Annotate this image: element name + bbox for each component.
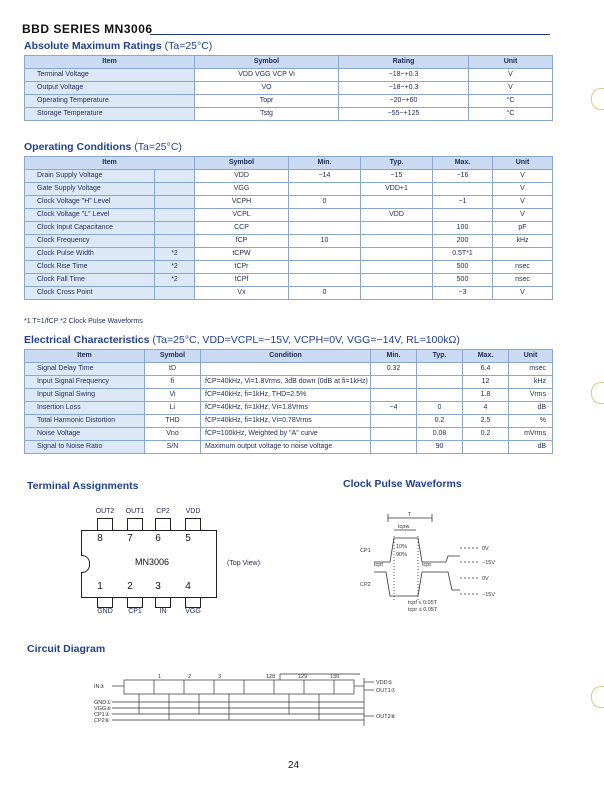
stage-label: 3 [218, 674, 222, 680]
min-cell [371, 441, 417, 454]
note-cell [155, 235, 195, 248]
item-cell: Drain Supply Voltage [25, 170, 155, 183]
pin-number: 4 [185, 581, 191, 592]
typ-cell [361, 248, 433, 261]
item-cell: Clock Input Capacitance [25, 222, 155, 235]
zero-volt-label: 0V [482, 576, 489, 582]
circuit-diagram [94, 670, 414, 736]
table-row [25, 389, 553, 402]
vdd-pin-label: VDD⑤ [376, 680, 393, 686]
out1-pin-label: OUT1⑦ [376, 688, 396, 694]
stage-label: 2 [188, 674, 192, 680]
table-row [25, 376, 553, 389]
item-cell: Gate Supply Voltage [25, 183, 155, 196]
electrical-condition: (Ta=25°C, VDD=VCPL=−15V, VCPH=0V, VGG=−14V, RL=100kΩ) [152, 334, 460, 346]
max-cell: 100 [433, 222, 493, 235]
table-header-row [25, 56, 553, 69]
binder-hole [591, 88, 604, 110]
header-cell: Min. [289, 157, 361, 170]
unit-cell: pF [493, 222, 553, 235]
header-cell: Max. [433, 157, 493, 170]
stage-label: 130 [330, 674, 340, 680]
table-row [25, 183, 553, 196]
header-cell: Typ. [361, 157, 433, 170]
pin-label-vdd: VDD [185, 508, 201, 515]
typ-cell: 0.2 [417, 415, 463, 428]
operating-table [24, 156, 553, 300]
header-cell: Symbol [195, 157, 289, 170]
tcpf-label: tcpf [374, 562, 383, 568]
condition-cell: fCP=40kHz, fi=1kHz, Vi=1.8Vrms [201, 402, 371, 415]
symbol-cell: Tstg [195, 108, 339, 121]
item-cell: Output Voltage [25, 82, 195, 95]
cp2-waveform [374, 572, 460, 596]
item-cell: Terminal Voltage [25, 69, 195, 82]
unit-cell: V [493, 209, 553, 222]
tcpr-note: tcpr ≤ 0.05T [408, 607, 438, 613]
cp1-label: CP1 [360, 548, 371, 554]
min-cell: 0.32 [371, 363, 417, 376]
header-cell: Min. [371, 350, 417, 363]
item-cell: Clock Cross Point [25, 287, 155, 300]
item-cell: Signal to Noise Ratio [25, 441, 145, 454]
min-cell [289, 274, 361, 287]
pin-number: 1 [97, 581, 103, 592]
max-cell: 4 [463, 402, 509, 415]
note-cell [155, 209, 195, 222]
pin-label-out2: OUT2 [95, 508, 115, 515]
min-cell [371, 415, 417, 428]
table-row [25, 235, 553, 248]
header-cell: Item [25, 350, 145, 363]
table-row [25, 69, 553, 82]
min-cell [371, 376, 417, 389]
min-cell [371, 428, 417, 441]
pin-label-out1: OUT1 [125, 508, 145, 515]
circuit-title: Circuit Diagram [27, 643, 106, 655]
unit-cell: dB [509, 441, 553, 454]
condition-cell: fCP=40kHz, fi=1kHz, Vi=0.78Vrms [201, 415, 371, 428]
pin-lead [185, 597, 201, 608]
rating-cell: −18~+0.3 [339, 82, 469, 95]
typ-cell: VDD+1 [361, 183, 433, 196]
unit-cell [493, 248, 553, 261]
max-cell [433, 209, 493, 222]
pin-number: 6 [155, 533, 161, 544]
symbol-cell: Vi [145, 389, 201, 402]
symbol-cell: Vno [145, 428, 201, 441]
table-header-row [25, 350, 553, 363]
symbol-cell: VO [195, 82, 339, 95]
absolute-max-table [24, 55, 553, 121]
unit-cell: Vrms [509, 389, 553, 402]
rating-cell: −20~+60 [339, 95, 469, 108]
symbol-cell: fi [145, 376, 201, 389]
note-cell: *2 [155, 274, 195, 287]
binder-hole [591, 686, 604, 708]
neg-volt-label: −15V [482, 592, 495, 598]
condition-cell: fCP=40kHz, Vi=1.8Vrms, 3dB down (0dB at fi=1kHz) [201, 376, 371, 389]
unit-cell: nsec [493, 261, 553, 274]
table-row [25, 274, 553, 287]
gnd-pin-label: GND① [94, 700, 112, 706]
typ-cell [361, 287, 433, 300]
operating-title-text: Operating Conditions [24, 141, 132, 153]
page-number: 24 [288, 760, 300, 771]
table-row [25, 402, 553, 415]
header-cell: Unit [509, 350, 553, 363]
cp2-pin-label: CP2⑥ [94, 718, 110, 724]
max-cell: 0.2 [463, 428, 509, 441]
min-cell [289, 248, 361, 261]
note-cell [155, 183, 195, 196]
unit-cell: °C [469, 108, 553, 121]
top-view-label: (Top View) [227, 560, 260, 567]
pin-label-vgg: VGG [185, 608, 201, 615]
typ-cell [417, 389, 463, 402]
cp1-pin-label: CP1② [94, 712, 110, 718]
pin-number: 8 [97, 533, 103, 544]
table-row [25, 363, 553, 376]
max-cell: 1.8 [463, 389, 509, 402]
min-cell [371, 389, 417, 402]
header-rule [150, 34, 550, 35]
pin-lead [155, 597, 171, 608]
max-cell: 2.5 [463, 415, 509, 428]
max-cell: 500 [433, 261, 493, 274]
waveform-diagram [360, 508, 530, 613]
header-cell: Item [25, 157, 195, 170]
typ-cell [361, 196, 433, 209]
absolute-max-condition: (Ta=25°C) [164, 40, 213, 52]
symbol-cell: Li [145, 402, 201, 415]
max-cell: −3 [433, 287, 493, 300]
chip-package [81, 530, 217, 598]
item-cell: Signal Delay Time [25, 363, 145, 376]
min-cell: 10 [289, 235, 361, 248]
operating-title [24, 141, 182, 153]
unit-cell: % [509, 415, 553, 428]
item-cell: Clock Rise Time [25, 261, 155, 274]
pin-number: 3 [155, 581, 161, 592]
cp1-waveform [374, 538, 460, 562]
absolute-max-title [24, 40, 212, 52]
operating-footnote: *1 T=1/fCP *2 Clock Pulse Waveforms [24, 318, 143, 325]
typ-cell: −15 [361, 170, 433, 183]
pin-label-gnd: GND [97, 608, 113, 615]
max-cell: 500 [433, 274, 493, 287]
max-cell [463, 441, 509, 454]
item-cell: Clock Voltage "L" Level [25, 209, 155, 222]
electrical-title [24, 334, 460, 346]
tcpw-label: tcpw [398, 524, 410, 530]
item-cell: Noise Voltage [25, 428, 145, 441]
header-cell: Rating [339, 56, 469, 69]
condition-cell: fCP=40kHz, fi=1kHz, THD=2.5% [201, 389, 371, 402]
item-cell: Clock Fall Time [25, 274, 155, 287]
min-cell: 0 [289, 287, 361, 300]
header-cell: Symbol [145, 350, 201, 363]
symbol-cell: tCPr [195, 261, 289, 274]
max-cell: −1 [433, 196, 493, 209]
table-row [25, 261, 553, 274]
min-cell [289, 209, 361, 222]
condition-cell: Maximum output voltage to noise voltage [201, 441, 371, 454]
typ-cell [361, 222, 433, 235]
symbol-cell: THD [145, 415, 201, 428]
absolute-max-title-text: Absolute Maximum Ratings [24, 40, 162, 52]
table-row [25, 170, 553, 183]
max-cell: 12 [463, 376, 509, 389]
symbol-cell: tCPf [195, 274, 289, 287]
electrical-title-text: Electrical Characteristics [24, 334, 150, 346]
item-cell: Clock Pulse Width [25, 248, 155, 261]
neg-volt-label: −15V [482, 560, 495, 566]
stage-label: 129 [298, 674, 308, 680]
tcpf-note: tcpf ≤ 0.05T [408, 600, 438, 606]
typ-cell [361, 261, 433, 274]
unit-cell: mVrms [509, 428, 553, 441]
zero-volt-label: 0V [482, 546, 489, 552]
symbol-cell: VGG [195, 183, 289, 196]
electrical-table [24, 349, 553, 454]
header-cell: Unit [469, 56, 553, 69]
table-row [25, 287, 553, 300]
header-cell: Unit [493, 157, 553, 170]
symbol-cell: Topr [195, 95, 339, 108]
vgg-pin-label: VGG④ [94, 706, 112, 712]
rating-cell: −55~+125 [339, 108, 469, 121]
table-row [25, 441, 553, 454]
pin-lead [127, 597, 143, 608]
unit-cell: °C [469, 95, 553, 108]
unit-cell: kHz [493, 235, 553, 248]
typ-cell: 90 [417, 441, 463, 454]
unit-cell: V [493, 183, 553, 196]
symbol-cell: VDD VGG VCP Vi [195, 69, 339, 82]
symbol-cell: VCPL [195, 209, 289, 222]
binder-hole [591, 382, 604, 404]
table-row [25, 428, 553, 441]
max-cell: 0.5T*1 [433, 248, 493, 261]
stage-label: 1 [158, 674, 162, 680]
unit-cell: V [469, 82, 553, 95]
in-pin-label: IN③ [94, 684, 105, 690]
tcpr-label: tcpr [422, 562, 432, 568]
symbol-cell: tCPW [195, 248, 289, 261]
table-row [25, 415, 553, 428]
min-cell [289, 183, 361, 196]
pin-lead [97, 597, 113, 608]
item-cell: Clock Voltage "H" Level [25, 196, 155, 209]
min-cell [289, 222, 361, 235]
pin-number: 5 [185, 533, 191, 544]
waveforms-title: Clock Pulse Waveforms [343, 478, 462, 490]
operating-condition: (Ta=25°C) [134, 141, 182, 153]
rating-cell: −18~+0.3 [339, 69, 469, 82]
bbd-stage-chain [124, 680, 354, 694]
typ-cell [417, 376, 463, 389]
item-cell: Total Harmonic Distortion [25, 415, 145, 428]
note-cell [155, 170, 195, 183]
symbol-cell: fCP [195, 235, 289, 248]
min-cell: 0 [289, 196, 361, 209]
symbol-cell: CCP [195, 222, 289, 235]
condition-cell [201, 363, 371, 376]
out2-pin-label: OUT2⑧ [376, 714, 396, 720]
typ-cell: 0.08 [417, 428, 463, 441]
table-row [25, 108, 553, 121]
table-row [25, 196, 553, 209]
typ-cell: VDD [361, 209, 433, 222]
max-cell: −16 [433, 170, 493, 183]
typ-cell [361, 235, 433, 248]
unit-cell: V [493, 196, 553, 209]
note-cell [155, 222, 195, 235]
item-cell: Storage Temperature [25, 108, 195, 121]
unit-cell: msec [509, 363, 553, 376]
item-cell: Input Signal Frequency [25, 376, 145, 389]
table-row [25, 222, 553, 235]
terminal-title: Terminal Assignments [27, 480, 139, 492]
typ-cell [361, 274, 433, 287]
note-cell [155, 196, 195, 209]
series-title: BBD SERIES MN3006 [22, 22, 153, 36]
stage-label: 128 [266, 674, 276, 680]
symbol-cell: VCPH [195, 196, 289, 209]
symbol-cell: VDD [195, 170, 289, 183]
pin-label-in: IN [159, 608, 167, 615]
cp2-label: CP2 [360, 582, 371, 588]
note-cell: *2 [155, 248, 195, 261]
terminal-diagram [75, 508, 300, 618]
symbol-cell: S/N [145, 441, 201, 454]
table-row [25, 82, 553, 95]
header-cell: Typ. [417, 350, 463, 363]
item-cell: Operating Temperature [25, 95, 195, 108]
pin-number: 2 [127, 581, 133, 592]
min-cell: −4 [371, 402, 417, 415]
unit-cell: kHz [509, 376, 553, 389]
pin-label-cp1: CP1 [128, 608, 142, 615]
pin-number: 7 [127, 533, 133, 544]
package-notch [81, 555, 90, 573]
item-cell: Clock Frequency [25, 235, 155, 248]
unit-cell: V [493, 170, 553, 183]
percent-90-label: 90% [396, 552, 408, 558]
header-cell: Item [25, 56, 195, 69]
pin-label-cp2: CP2 [156, 508, 170, 515]
header-cell: Condition [201, 350, 371, 363]
header-cell: Symbol [195, 56, 339, 69]
note-cell [155, 287, 195, 300]
unit-cell: dB [509, 402, 553, 415]
max-cell [433, 183, 493, 196]
table-header-row [25, 157, 553, 170]
table-row [25, 248, 553, 261]
max-cell: 6.4 [463, 363, 509, 376]
note-cell: *2 [155, 261, 195, 274]
symbol-cell: tD [145, 363, 201, 376]
table-row [25, 209, 553, 222]
typ-cell: 0 [417, 402, 463, 415]
unit-cell: nsec [493, 274, 553, 287]
item-cell: Input Signal Swing [25, 389, 145, 402]
item-cell: Insertion Loss [25, 402, 145, 415]
typ-cell [417, 363, 463, 376]
symbol-cell: Vx [195, 287, 289, 300]
unit-cell: V [469, 69, 553, 82]
header-cell: Max. [463, 350, 509, 363]
condition-cell: fCP=100kHz, Weighted by "A" curve [201, 428, 371, 441]
percent-10-label: 10% [396, 544, 408, 550]
period-label: T [408, 512, 412, 518]
max-cell: 200 [433, 235, 493, 248]
unit-cell: V [493, 287, 553, 300]
table-row [25, 95, 553, 108]
min-cell: −14 [289, 170, 361, 183]
chip-name: MN3006 [134, 557, 170, 567]
min-cell [289, 261, 361, 274]
